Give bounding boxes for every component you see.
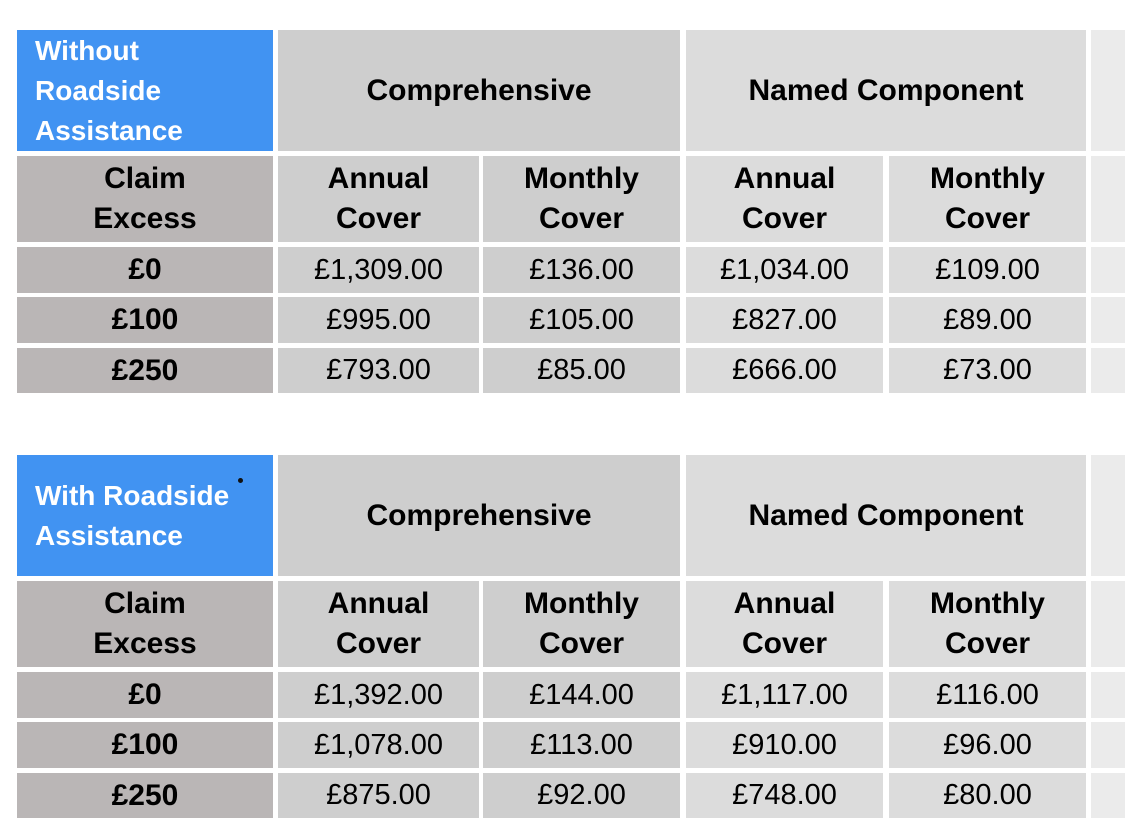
edge-column-cell: [1091, 722, 1125, 768]
group-header-comprehensive: Comprehensive: [278, 455, 680, 576]
excess-value: £100: [17, 297, 273, 343]
price-cell: £875.00: [278, 773, 479, 818]
group-header-named-component: Named Component: [686, 455, 1086, 576]
column-header: Annual Cover: [278, 156, 479, 242]
table-title: Without Roadside Assistance: [17, 30, 273, 151]
group-header-named-component: Named Component: [686, 30, 1086, 151]
price-cell: £1,309.00: [278, 247, 479, 293]
edge-column-cell: [1091, 348, 1125, 393]
price-cell: £1,392.00: [278, 672, 479, 718]
table-title: With Roadside Assistance: [17, 455, 273, 576]
excess-value: £100: [17, 722, 273, 768]
price-cell: £748.00: [686, 773, 883, 818]
price-cell: £136.00: [483, 247, 680, 293]
edge-column-cell: [1091, 581, 1125, 667]
price-cell: £144.00: [483, 672, 680, 718]
price-cell: £910.00: [686, 722, 883, 768]
claim-excess-header: Claim Excess: [17, 581, 273, 667]
excess-value: £250: [17, 348, 273, 393]
edge-column-cell: [1091, 30, 1125, 151]
price-cell: £666.00: [686, 348, 883, 393]
column-header: Annual Cover: [686, 156, 883, 242]
group-header-comprehensive: Comprehensive: [278, 30, 680, 151]
claim-excess-header: Claim Excess: [17, 156, 273, 242]
bullet-dot: [238, 478, 243, 483]
price-cell: £827.00: [686, 297, 883, 343]
column-header: Monthly Cover: [483, 581, 680, 667]
column-header: Annual Cover: [686, 581, 883, 667]
price-cell: £73.00: [889, 348, 1086, 393]
price-cell: £113.00: [483, 722, 680, 768]
price-cell: £85.00: [483, 348, 680, 393]
column-header: Monthly Cover: [889, 581, 1086, 667]
excess-value: £0: [17, 247, 273, 293]
price-cell: £109.00: [889, 247, 1086, 293]
price-cell: £105.00: [483, 297, 680, 343]
price-cell: £1,034.00: [686, 247, 883, 293]
excess-value: £250: [17, 773, 273, 818]
price-cell: £96.00: [889, 722, 1086, 768]
edge-column-cell: [1091, 297, 1125, 343]
edge-column-cell: [1091, 455, 1125, 576]
price-cell: £116.00: [889, 672, 1086, 718]
price-cell: £1,117.00: [686, 672, 883, 718]
price-cell: £995.00: [278, 297, 479, 343]
price-cell: £80.00: [889, 773, 1086, 818]
excess-value: £0: [17, 672, 273, 718]
price-cell: £89.00: [889, 297, 1086, 343]
price-cell: £793.00: [278, 348, 479, 393]
column-header: Monthly Cover: [889, 156, 1086, 242]
price-cell: £1,078.00: [278, 722, 479, 768]
edge-column-cell: [1091, 247, 1125, 293]
edge-column-cell: [1091, 672, 1125, 718]
column-header: Monthly Cover: [483, 156, 680, 242]
edge-column-cell: [1091, 156, 1125, 242]
column-header: Annual Cover: [278, 581, 479, 667]
edge-column-cell: [1091, 773, 1125, 818]
price-cell: £92.00: [483, 773, 680, 818]
